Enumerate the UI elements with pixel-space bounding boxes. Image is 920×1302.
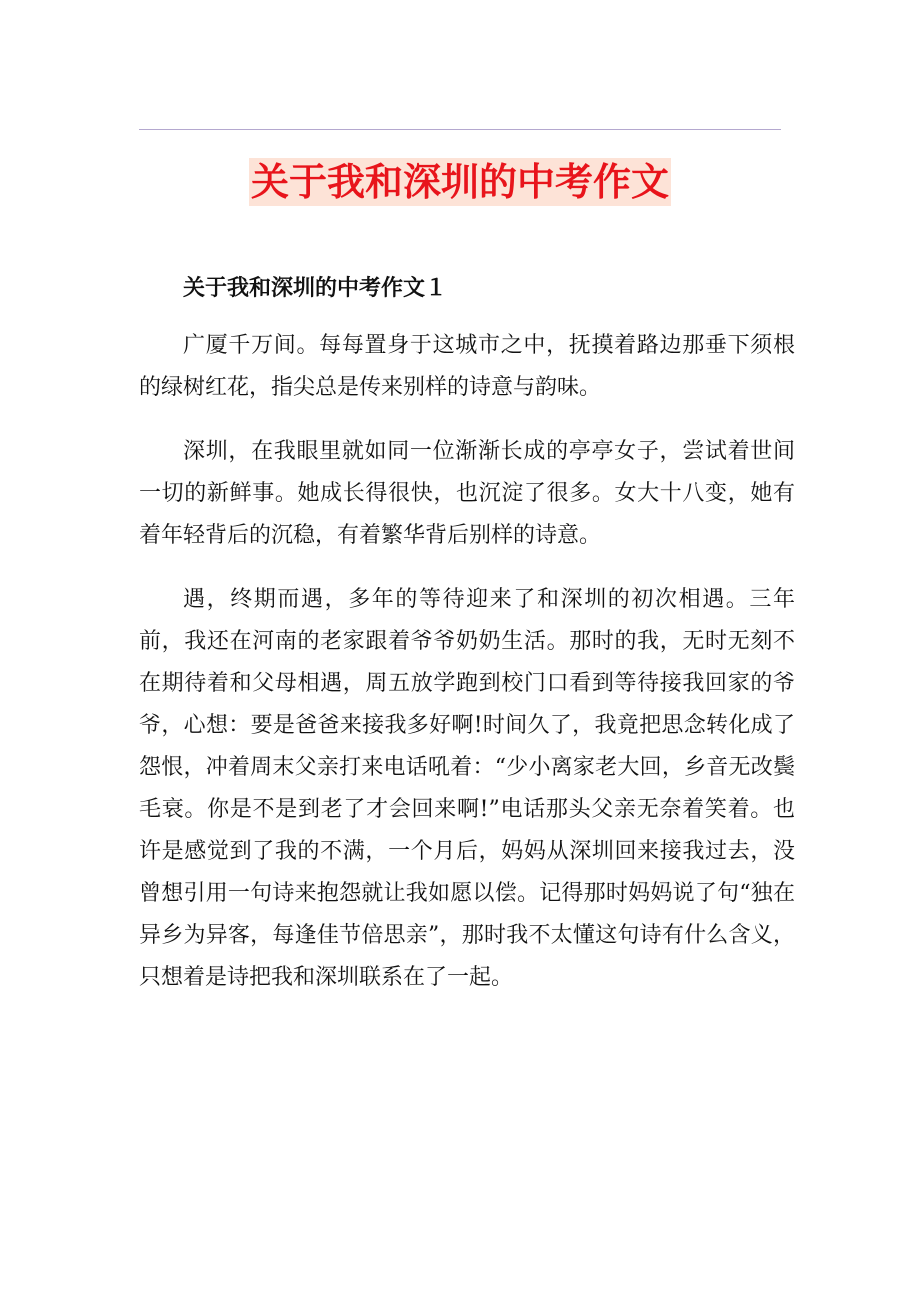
paragraph-2: 深圳，在我眼里就如同一位渐渐长成的亭亭女子，尝试着世间一切的新鲜事。她成长得很快，也沉淀了很多。女大十八变，她有着年轻背后的沉稳，有着繁华背后别样的诗意。	[139, 439, 795, 548]
section-heading: 关于我和深圳的中考作文１	[183, 275, 448, 301]
paragraph-3: 遇，终期而遇，多年的等待迎来了和深圳的初次相遇。三年前，我还在河南的老家跟着爷爷奶奶生活。那时的我，无时无刻不在期待着和父母相遇，周五放学跑到校门口看到等待接我回家的爷爷，心想：要是爸爸来接我多好啊!时间久了，我竟把思念转化成了怨恨，冲着周末父亲打来电话吼着：“少小离家老大回，乡音无改鬓毛衰。你是不是到老了才会回来啊!”电话那头父亲无奈着笑着。也许是感觉到了我的不满，一个月后，妈妈从深圳回来接我过去，没曾想引用一句诗来抱怨就让我如愿以偿。记得那时妈妈说了句“独在异乡为异客，每逢佳节倍思亲”，那时我不太懂这句诗有什么含义，只想着是诗把我和深圳联系在了一起。	[139, 587, 795, 990]
title-container	[0, 158, 920, 206]
document-title: 关于我和深圳的中考作文	[250, 159, 669, 204]
document-body	[139, 268, 795, 1021]
header-rule	[139, 129, 781, 130]
paragraph-1: 广厦千万间。每每置身于这城市之中，抚摸着路边那垂下须根的绿树红花，指尖总是传来别样的诗意与韵味。	[139, 333, 795, 400]
